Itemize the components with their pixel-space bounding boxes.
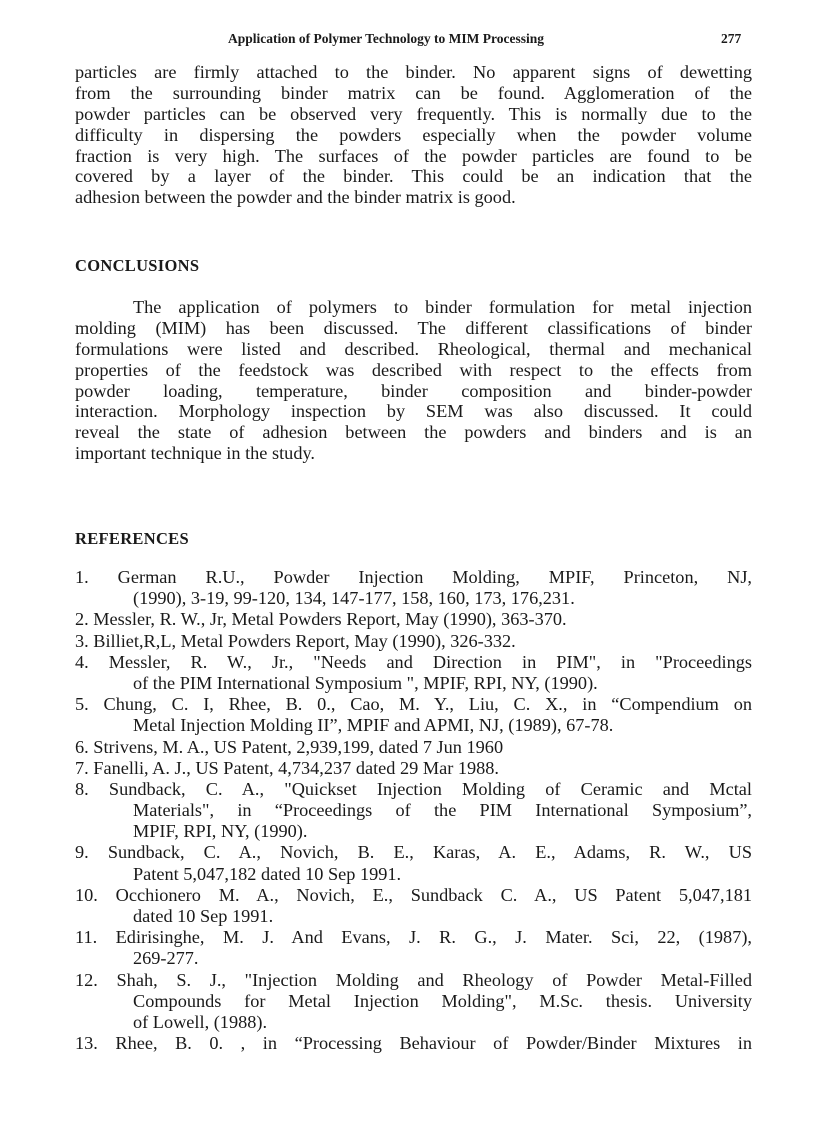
section-heading-conclusions: CONCLUSIONS: [75, 256, 200, 275]
reference-item: [75, 652, 752, 694]
reference-line: 9. Sundback, C. A., Novich, B. E., Karas, A. E., Adams, R. W., US: [75, 842, 752, 863]
reference-item: [75, 758, 752, 779]
reference-line: of Lowell, (1988).: [133, 1011, 268, 1032]
reference-line: 2. Messler, R. W., Jr, Metal Powders Report, May (1990), 363-370.: [75, 609, 567, 630]
reference-line: Patent 5,047,182 dated 10 Sep 1991.: [133, 863, 402, 884]
text-line: adhesion between the powder and the binder matrix is good.: [75, 187, 516, 208]
text-line: molding (MIM) has been discussed. The different classifications of binder: [75, 317, 752, 338]
reference-line: Materials", in “Proceedings of the PIM International Symposium”,: [133, 800, 752, 821]
reference-item: [75, 631, 752, 652]
reference-list: [75, 567, 752, 1054]
text-line: powder particles can be observed very frequently. This is normally due to the: [75, 103, 752, 124]
reference-line: 12. Shah, S. J., "Injection Molding and Rheology of Powder Metal-Filled: [75, 969, 752, 990]
text-line: properties of the feedstock was described with respect to the effects from: [75, 359, 752, 380]
text-line: powder loading, temperature, binder composition and binder-powder: [75, 380, 752, 401]
text-line: interaction. Morphology inspection by SEM was also discussed. It could: [75, 401, 752, 422]
conclusions-paragraph: [75, 297, 752, 464]
reference-line: 6. Strivens, M. A., US Patent, 2,939,199, dated 7 Jun 1960: [75, 736, 504, 757]
reference-line: 10. Occhionero M. A., Novich, E., Sundback C. A., US Patent 5,047,181: [75, 884, 752, 905]
body-paragraph: [75, 62, 752, 208]
reference-item: [75, 970, 752, 1034]
text-line: fraction is very high. The surfaces of the powder particles are found to be: [75, 145, 752, 166]
reference-line: Compounds for Metal Injection Molding", M.Sc. thesis. University: [133, 990, 752, 1011]
text-line: reveal the state of adhesion between the powders and binders and is an: [75, 422, 752, 443]
reference-item: [75, 609, 752, 630]
text-line: from the surrounding binder matrix can be found. Agglomeration of the: [75, 82, 752, 103]
text-line: important technique in the study.: [75, 443, 315, 464]
reference-line: 7. Fanelli, A. J., US Patent, 4,734,237 dated 29 Mar 1988.: [75, 757, 499, 778]
reference-line: (1990), 3-19, 99-120, 134, 147-177, 158, 160, 173, 176,231.: [133, 588, 575, 609]
reference-line: 4. Messler, R. W., Jr., "Needs and Direction in PIM", in "Proceedings: [75, 651, 752, 672]
reference-line: 13. Rhee, B. 0. , in “Processing Behaviour of Powder/Binder Mixtures in: [75, 1033, 752, 1054]
page-number: 277: [721, 31, 742, 46]
reference-line: of the PIM International Symposium ", MPIF, RPI, NY, (1990).: [133, 672, 598, 693]
reference-line: 5. Chung, C. I, Rhee, B. 0., Cao, M. Y., Liu, C. X., in “Compendium on: [75, 694, 752, 715]
text-line: particles are firmly attached to the binder. No apparent signs of dewetting: [75, 62, 752, 82]
reference-item: [75, 885, 752, 927]
reference-item: [75, 842, 752, 884]
reference-line: dated 10 Sep 1991.: [133, 906, 274, 926]
reference-item: [75, 927, 752, 969]
reference-line: 269-277.: [133, 948, 199, 969]
text-line: The application of polymers to binder formulation for metal injection: [133, 297, 752, 317]
section-heading-references: REFERENCES: [75, 529, 189, 548]
reference-item: [75, 567, 752, 609]
reference-line: MPIF, RPI, NY, (1990).: [133, 821, 308, 842]
reference-item: [75, 779, 752, 843]
running-title: Application of Polymer Technology to MIM Processing: [228, 31, 544, 46]
reference-item: [75, 737, 752, 758]
text-line: covered by a layer of the binder. This could be an indication that the: [75, 166, 752, 187]
reference-item: [75, 694, 752, 736]
reference-item: [75, 1033, 752, 1054]
text-line: formulations were listed and described. Rheological, thermal and mechanical: [75, 338, 752, 359]
reference-line: 3. Billiet,R,L, Metal Powders Report, May (1990), 326-332.: [75, 630, 516, 651]
reference-line: 8. Sundback, C. A., "Quickset Injection Molding of Ceramic and Mctal: [75, 778, 752, 799]
reference-line: 11. Edirisinghe, M. J. And Evans, J. R. G., J. Mater. Sci, 22, (1987),: [75, 927, 752, 948]
reference-line: 1. German R.U., Powder Injection Molding, MPIF, Princeton, NJ,: [75, 567, 752, 587]
text-line: difficulty in dispersing the powders especially when the powder volume: [75, 124, 752, 145]
reference-line: Metal Injection Molding II”, MPIF and APMI, NJ, (1989), 67-78.: [133, 715, 614, 736]
